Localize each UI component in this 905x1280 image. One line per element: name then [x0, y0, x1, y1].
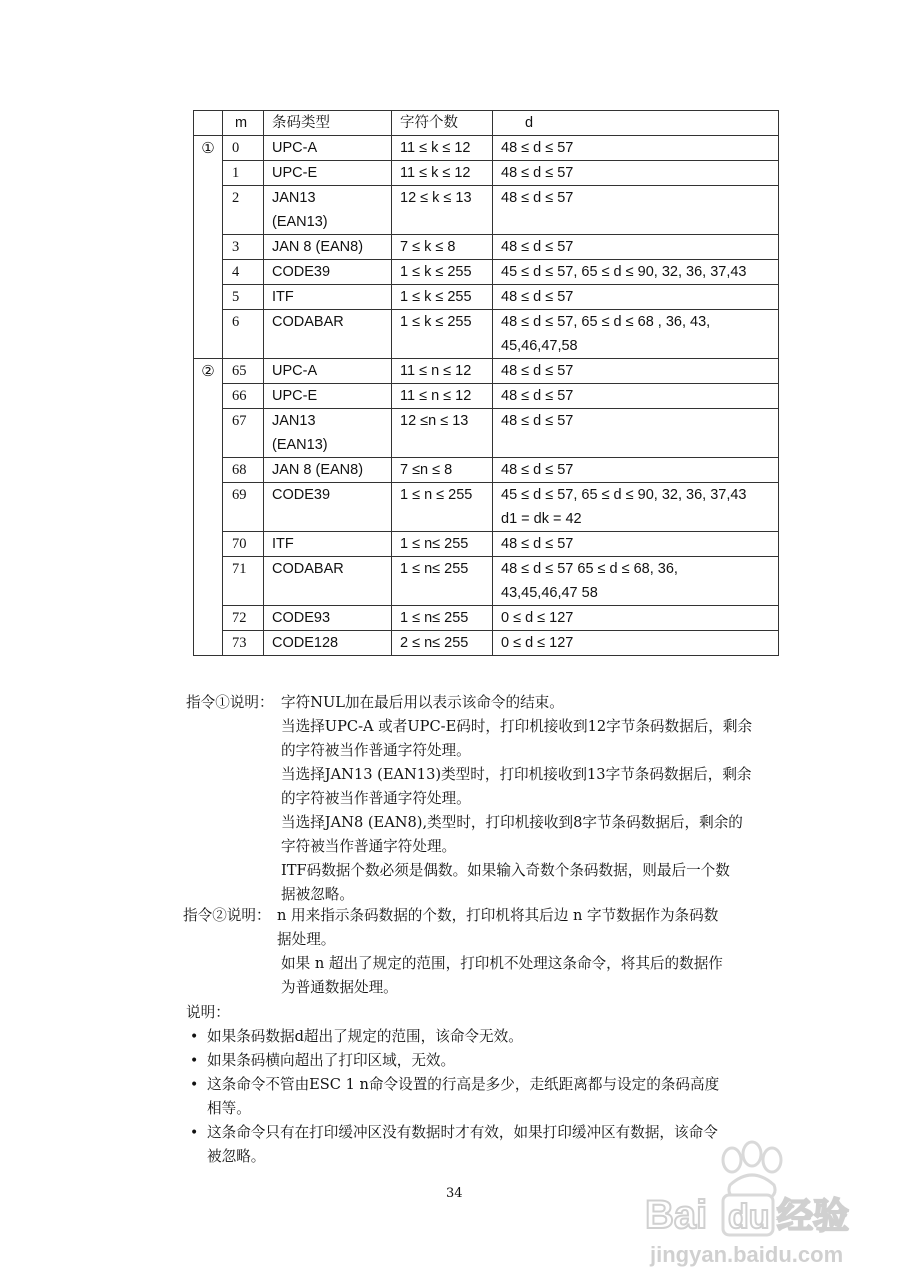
- table-row: [194, 384, 779, 409]
- cell-d: [493, 483, 779, 532]
- table-row: [194, 557, 779, 606]
- cell-m: [223, 285, 264, 310]
- cell-count-text: 1 ≤ n ≤ 255: [400, 487, 473, 503]
- cell-m-text: 66: [232, 388, 247, 404]
- cell-m-text: 71: [232, 561, 247, 577]
- cell-count-text: 1 ≤ k ≤ 255: [400, 314, 472, 330]
- cell-m: [223, 631, 264, 656]
- cell-d-text: 0 ≤ d ≤ 127: [501, 610, 574, 626]
- instruction-line: 当选择UPC-A 或者UPC-E码时，打印机接收到12字节条码数据后，剩余: [281, 718, 753, 735]
- cell-type-text: JAN 8 (EAN8): [272, 239, 364, 255]
- cell-count: [392, 260, 493, 285]
- table-row: [194, 483, 779, 532]
- bullet-icon: •: [190, 1125, 199, 1141]
- cell-m-text: 0: [232, 140, 240, 156]
- cell-m-text: 1: [232, 165, 240, 181]
- instruction-line: 据被忽略。: [281, 886, 354, 903]
- table-row: [194, 458, 779, 483]
- cell-d-text: 48 ≤ d ≤ 57: [501, 363, 574, 379]
- note-line: 如果条码数据d超出了规定的范围，该命令无效。: [207, 1028, 523, 1045]
- instruction-line: 字符NUL加在最后用以表示该命令的结束。: [281, 694, 564, 711]
- cell-type-text: (EAN13): [272, 214, 328, 230]
- cell-d-text: 48 ≤ d ≤ 57: [501, 140, 574, 156]
- cell-d-text: 48 ≤ d ≤ 57: [501, 190, 574, 206]
- cell-d-text: 43,45,46,47 58: [501, 585, 598, 601]
- cell-type: [264, 532, 392, 557]
- bullet-icon: •: [190, 1029, 199, 1045]
- cell-count-text: 1 ≤ k ≤ 255: [400, 289, 472, 305]
- cell-d-text: 48 ≤ d ≤ 57: [501, 413, 574, 429]
- cell-m: [223, 235, 264, 260]
- cell-count-text: 11 ≤ k ≤ 12: [400, 165, 471, 181]
- cell-count: [392, 458, 493, 483]
- cell-d: [493, 606, 779, 631]
- cell-type-text: ITF: [272, 289, 294, 305]
- cell-m: [223, 260, 264, 285]
- cell-type-text: UPC-E: [272, 165, 318, 181]
- cell-type-text: (EAN13): [272, 437, 328, 453]
- cell-d: [493, 532, 779, 557]
- cell-count-text: 1 ≤ n≤ 255: [400, 561, 469, 577]
- cell-type: [264, 557, 392, 606]
- instruction-line: 为普通数据处理。: [281, 979, 398, 996]
- cell-type-text: CODE128: [272, 635, 339, 651]
- note-line: 这条命令只有在打印缓冲区没有数据时才有效，如果打印缓冲区有数据，该命令: [207, 1124, 718, 1141]
- cell-count: [392, 285, 493, 310]
- instruction-label: 指令①说明：: [186, 694, 274, 711]
- cell-d-text: 48 ≤ d ≤ 57: [501, 289, 574, 305]
- cell-count-text: 12 ≤n ≤ 13: [400, 413, 469, 429]
- cell-type-text: UPC-A: [272, 363, 318, 379]
- cell-type-text: JAN 8 (EAN8): [272, 462, 364, 478]
- cell-m: [223, 606, 264, 631]
- cell-m-text: 5: [232, 289, 240, 305]
- cell-type: [264, 235, 392, 260]
- header-blank: [194, 111, 223, 136]
- table-row: [194, 631, 779, 656]
- instruction-line: 如果 n 超出了规定的范围，打印机不处理这条命令，将其后的数据作: [281, 955, 723, 972]
- cell-m: [223, 458, 264, 483]
- cell-count-text: 1 ≤ n≤ 255: [400, 536, 469, 552]
- cell-d: [493, 557, 779, 606]
- table-row: [194, 409, 779, 458]
- instruction-line: ITF码数据个数必须是偶数。如果输入奇数个条码数据，则最后一个数: [281, 862, 730, 879]
- cell-m-text: 2: [232, 190, 240, 206]
- cell-count: [392, 631, 493, 656]
- header-m: m: [223, 111, 264, 136]
- barcode-type-table: [193, 110, 779, 656]
- cell-m-text: 72: [232, 610, 247, 626]
- cell-type-text: JAN13: [272, 413, 316, 429]
- cell-m-text: 65: [232, 363, 247, 379]
- table-row: [194, 235, 779, 260]
- cell-d: [493, 161, 779, 186]
- cell-m: [223, 136, 264, 161]
- bullet-icon: •: [190, 1077, 199, 1093]
- cell-type: [264, 409, 392, 458]
- cell-count: [392, 310, 493, 359]
- cell-d: [493, 384, 779, 409]
- cell-d-text: d1 = dk = 42: [501, 511, 582, 527]
- cell-d-text: 48 ≤ d ≤ 57: [501, 165, 574, 181]
- cell-d-text: 48 ≤ d ≤ 57: [501, 462, 574, 478]
- cell-type: [264, 384, 392, 409]
- instruction-line: 当选择JAN13 (EAN13)类型时，打印机接收到13字节条码数据后，剩余: [281, 766, 752, 783]
- instruction-line: 字符被当作普通字符处理。: [281, 838, 457, 855]
- cell-count: [392, 359, 493, 384]
- cell-d: [493, 136, 779, 161]
- cell-d-text: 48 ≤ d ≤ 57: [501, 536, 574, 552]
- table-row: [194, 161, 779, 186]
- cell-count-text: 12 ≤ k ≤ 13: [400, 190, 472, 206]
- cell-m: [223, 186, 264, 235]
- cell-type: [264, 136, 392, 161]
- cell-m-text: 70: [232, 536, 247, 552]
- cell-count-text: 1 ≤ n≤ 255: [400, 610, 469, 626]
- cell-count-text: 7 ≤n ≤ 8: [400, 462, 453, 478]
- cell-d-text: 48 ≤ d ≤ 57, 65 ≤ d ≤ 68 , 36, 43,: [501, 314, 711, 330]
- table-header-row: [194, 111, 779, 136]
- instruction-line: 的字符被当作普通字符处理。: [281, 790, 471, 807]
- cell-count: [392, 186, 493, 235]
- cell-d: [493, 409, 779, 458]
- cell-type-text: CODE93: [272, 610, 331, 626]
- cell-type: [264, 310, 392, 359]
- table-row: [194, 260, 779, 285]
- cell-count: [392, 235, 493, 260]
- instruction-line: 的字符被当作普通字符处理。: [281, 742, 471, 759]
- cell-m-text: 73: [232, 635, 247, 651]
- cell-type: [264, 631, 392, 656]
- table-row: [194, 136, 779, 161]
- cell-count-text: 11 ≤ k ≤ 12: [400, 140, 471, 156]
- cell-d: [493, 285, 779, 310]
- cell-type: [264, 483, 392, 532]
- cell-m-text: 6: [232, 314, 240, 330]
- cell-m: [223, 359, 264, 384]
- cell-d-text: 0 ≤ d ≤ 127: [501, 635, 574, 651]
- cell-type: [264, 606, 392, 631]
- header-count: 字符个数: [392, 111, 493, 136]
- cell-m-text: 67: [232, 413, 247, 429]
- cell-type-text: UPC-E: [272, 388, 318, 404]
- cell-count: [392, 606, 493, 631]
- header-type: 条码类型: [264, 111, 392, 136]
- command-group-label: ②: [194, 359, 223, 656]
- cell-d-text: 48 ≤ d ≤ 57: [501, 388, 574, 404]
- cell-type: [264, 359, 392, 384]
- cell-type-text: UPC-A: [272, 140, 318, 156]
- bullet-icon: •: [190, 1053, 199, 1069]
- cell-count-text: 11 ≤ n ≤ 12: [400, 388, 472, 404]
- cell-m: [223, 557, 264, 606]
- table-row: [194, 186, 779, 235]
- cell-count-text: 7 ≤ k ≤ 8: [400, 239, 456, 255]
- cell-d-text: 48 ≤ d ≤ 57: [501, 239, 574, 255]
- cell-count-text: 1 ≤ k ≤ 255: [400, 264, 472, 280]
- svg-text:经验: 经验: [777, 1196, 850, 1237]
- header-d: d: [493, 111, 779, 136]
- cell-d: [493, 310, 779, 359]
- cell-m: [223, 161, 264, 186]
- cell-d: [493, 359, 779, 384]
- table-row: [194, 532, 779, 557]
- cell-d: [493, 260, 779, 285]
- page-number: 34: [446, 1186, 463, 1201]
- cell-d-text: 45 ≤ d ≤ 57, 65 ≤ d ≤ 90, 32, 36, 37,43: [501, 264, 747, 280]
- cell-count: [392, 161, 493, 186]
- cell-type: [264, 260, 392, 285]
- cell-type-text: CODABAR: [272, 561, 344, 577]
- table-row: [194, 606, 779, 631]
- cell-type: [264, 161, 392, 186]
- cell-m: [223, 310, 264, 359]
- cell-type-text: ITF: [272, 536, 294, 552]
- note-line: 被忽略。: [207, 1148, 266, 1165]
- cell-count: [392, 136, 493, 161]
- cell-d-text: 45,46,47,58: [501, 338, 578, 354]
- svg-text:Bai: Bai: [645, 1193, 708, 1237]
- baidu-jingyan-watermark: [640, 1140, 870, 1270]
- cell-count-text: 11 ≤ n ≤ 12: [400, 363, 472, 379]
- instruction-line: 当选择JAN8 (EAN8),类型时，打印机接收到8字节条码数据后，剩余的: [281, 814, 743, 831]
- cell-m: [223, 409, 264, 458]
- instruction-line: 据处理。: [277, 931, 336, 948]
- cell-d: [493, 458, 779, 483]
- cell-m: [223, 384, 264, 409]
- cell-count: [392, 557, 493, 606]
- cell-count: [392, 532, 493, 557]
- table-row: [194, 310, 779, 359]
- watermark-url: jingyan.baidu.com: [650, 1242, 844, 1267]
- cell-count-text: 2 ≤ n≤ 255: [400, 635, 469, 651]
- cell-d-text: 45 ≤ d ≤ 57, 65 ≤ d ≤ 90, 32, 36, 37,43: [501, 487, 747, 503]
- note-line: 相等。: [207, 1100, 251, 1117]
- cell-d: [493, 631, 779, 656]
- cell-type: [264, 285, 392, 310]
- cell-count: [392, 409, 493, 458]
- instruction-line: n 用来指示条码数据的个数，打印机将其后边 n 字节数据作为条码数: [277, 907, 719, 924]
- cell-count: [392, 483, 493, 532]
- cell-type: [264, 458, 392, 483]
- instruction-label: 指令②说明：: [183, 907, 271, 924]
- cell-m-text: 3: [232, 239, 240, 255]
- cell-type-text: CODE39: [272, 487, 331, 503]
- svg-text:du: du: [728, 1198, 770, 1236]
- table-row: [194, 285, 779, 310]
- table-row: [194, 359, 779, 384]
- cell-m: [223, 483, 264, 532]
- cell-m-text: 69: [232, 487, 247, 503]
- cell-d: [493, 186, 779, 235]
- cell-d-text: 48 ≤ d ≤ 57 65 ≤ d ≤ 68, 36,: [501, 561, 678, 577]
- cell-m-text: 68: [232, 462, 247, 478]
- command-group-label: ①: [194, 136, 223, 359]
- note-line: 如果条码横向超出了打印区域，无效。: [207, 1052, 456, 1069]
- cell-type-text: JAN13: [272, 190, 316, 206]
- cell-type-text: CODE39: [272, 264, 331, 280]
- cell-type-text: CODABAR: [272, 314, 344, 330]
- cell-m: [223, 532, 264, 557]
- notes-title: 说明：: [186, 1004, 230, 1021]
- cell-d: [493, 235, 779, 260]
- cell-m-text: 4: [232, 264, 240, 280]
- cell-type: [264, 186, 392, 235]
- note-line: 这条命令不管由ESC 1 n命令设置的行高是多少，走纸距离都与设定的条码高度: [207, 1076, 720, 1093]
- cell-count: [392, 384, 493, 409]
